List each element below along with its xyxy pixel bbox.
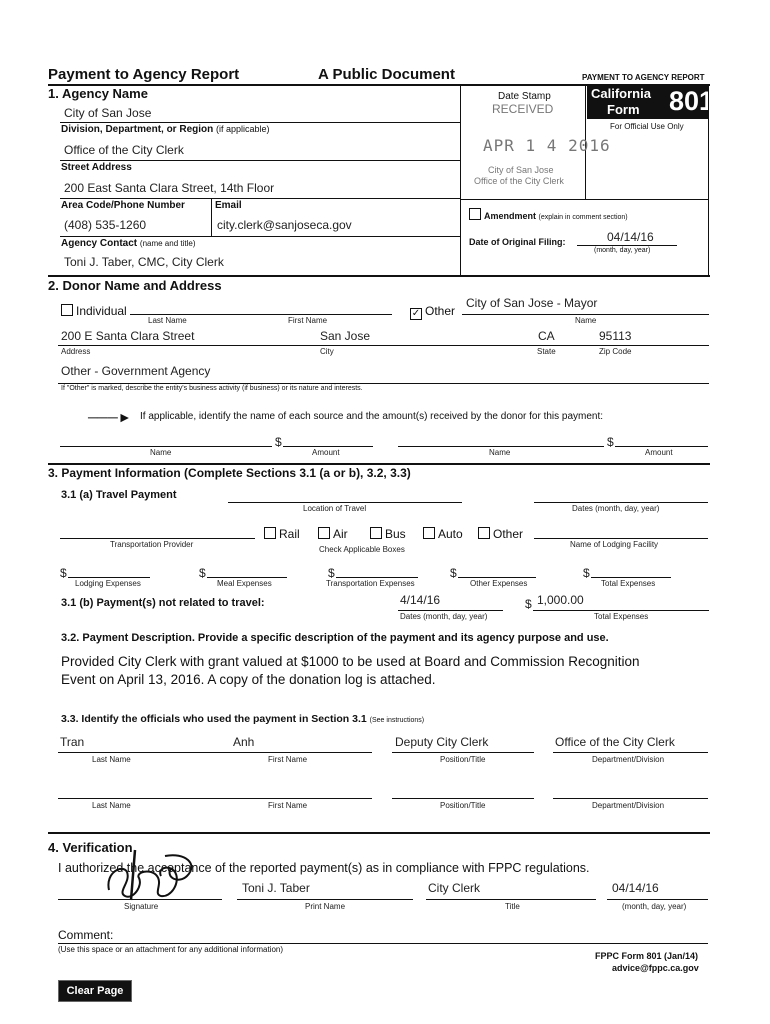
- official-first-value[interactable]: Anh: [233, 735, 255, 749]
- stamp-date: APR 1 4 2016: [483, 136, 611, 155]
- california-label: California: [591, 86, 651, 101]
- check-boxes-caption: Check Applicable Boxes: [319, 545, 405, 554]
- other-expenses-caption: Other Expenses: [470, 579, 528, 588]
- contact-value[interactable]: Toni J. Taber, CMC, City Clerk: [64, 255, 224, 269]
- non-travel-dates-caption: Dates (month, day, year): [400, 612, 488, 621]
- bus-option: Bus: [370, 527, 406, 541]
- email-label: Email: [215, 200, 242, 211]
- air-option: Air: [318, 527, 348, 541]
- transport-provider-caption: Transportation Provider: [110, 540, 194, 549]
- amendment-hint: (explain in comment section): [538, 214, 628, 221]
- date-stamp-label: Date Stamp: [498, 91, 551, 102]
- phone-value[interactable]: (408) 535-1260: [64, 218, 147, 232]
- street-value[interactable]: 200 East Santa Clara Street, 14th Floor: [64, 181, 275, 195]
- section2-title: 2. Donor Name and Address: [48, 278, 222, 293]
- verification-title-value[interactable]: City Clerk: [428, 881, 481, 895]
- dollar-transport: $: [328, 566, 335, 580]
- street-label: Street Address: [61, 162, 132, 173]
- description-line2[interactable]: Event on April 13, 2016. A copy of the donation log is attached.: [61, 672, 436, 687]
- contact-label: Agency Contact (name and title): [61, 238, 196, 249]
- original-filing-caption: (month, day, year): [594, 247, 651, 254]
- non-travel-amount-value[interactable]: 1,000.00: [537, 593, 584, 607]
- form-id: FPPC Form 801 (Jan/14): [595, 951, 699, 961]
- source-amount-caption-1: Amount: [312, 448, 340, 457]
- auto-checkbox[interactable]: [423, 527, 435, 539]
- name-caption: Name: [575, 316, 597, 325]
- print-name-caption: Print Name: [305, 902, 346, 911]
- top-right-label: PAYMENT TO AGENCY REPORT: [582, 73, 705, 82]
- arrow-right-icon: ───►: [88, 409, 132, 425]
- other-transport-option: Other: [478, 527, 523, 541]
- auto-option: Auto: [423, 527, 463, 541]
- rail-checkbox[interactable]: [264, 527, 276, 539]
- other-checkbox[interactable]: ✓: [411, 308, 421, 319]
- dollar-other: $: [450, 566, 457, 580]
- original-filing-value[interactable]: 04/14/16: [607, 230, 654, 244]
- clear-page-button[interactable]: Clear Page: [58, 980, 132, 1002]
- dollar-sign-2: $: [607, 435, 614, 449]
- city-caption: City: [320, 347, 334, 356]
- bus-checkbox[interactable]: [370, 527, 382, 539]
- comment-hint: (Use this space or an attachment for any additional information): [58, 945, 284, 954]
- source-name-caption-2: Name: [489, 448, 511, 457]
- dollar-sign-1: $: [275, 435, 282, 449]
- officials-title: 3.3. Identify the officials who used the payment in Section 3.1 (See instructions): [61, 713, 425, 725]
- verification-statement: I authorized the acceptance of the reported payment(s) as in compliance with FPPC regulations.: [58, 861, 590, 875]
- email-value[interactable]: city.clerk@sanjoseca.gov: [217, 218, 352, 232]
- amendment-checkbox[interactable]: [469, 208, 481, 220]
- last-name-caption-2: Last Name: [92, 801, 131, 810]
- public-document-label: A Public Document: [318, 66, 455, 83]
- source-amount-caption-2: Amount: [645, 448, 673, 457]
- signature-image: [95, 842, 210, 904]
- last-name-caption: Last Name: [148, 316, 187, 325]
- division-value[interactable]: Office of the City Clerk: [64, 143, 184, 157]
- state-value[interactable]: CA: [538, 329, 555, 343]
- dollar-meal: $: [199, 566, 206, 580]
- section3-title: 3. Payment Information (Complete Sections 3.1 (a or b), 3.2, 3.3): [48, 466, 411, 480]
- lodging-name-caption: Name of Lodging Facility: [570, 540, 659, 549]
- individual-label: Individual: [76, 304, 127, 318]
- source-name-caption-1: Name: [150, 448, 172, 457]
- stamp-line1: City of San Jose: [488, 165, 554, 175]
- california-form-badge: [587, 85, 715, 119]
- non-travel-total-caption: Total Expenses: [594, 612, 649, 621]
- zip-caption: Zip Code: [599, 347, 632, 356]
- phone-label: Area Code/Phone Number: [61, 200, 185, 211]
- state-caption: State: [537, 347, 556, 356]
- dept-caption-1: Department/Division: [592, 755, 665, 764]
- official-last-value[interactable]: Tran: [60, 735, 85, 749]
- first-name-caption: First Name: [288, 316, 328, 325]
- form-label: Form: [607, 102, 640, 117]
- dollar-non-travel: $: [525, 597, 532, 611]
- first-name-caption-2: First Name: [268, 801, 308, 810]
- stamp-line2: Office of the City Clerk: [474, 176, 564, 186]
- section1-title: 1. Agency Name: [48, 86, 148, 101]
- individual-option: [61, 304, 127, 318]
- lodging-expenses-caption: Lodging Expenses: [75, 579, 141, 588]
- address-value[interactable]: 200 E Santa Clara Street: [61, 329, 195, 343]
- division-label: Division, Department, or Region (if applicable): [61, 124, 270, 135]
- position-caption-2: Position/Title: [440, 801, 486, 810]
- original-filing-label: Date of Original Filing:: [469, 237, 566, 247]
- fppc-email: advice@fppc.ca.gov: [612, 963, 699, 973]
- date-caption: (month, day, year): [622, 902, 687, 911]
- official-use-label: For Official Use Only: [610, 122, 684, 131]
- air-checkbox[interactable]: [318, 527, 330, 539]
- form-title: Payment to Agency Report: [48, 66, 240, 83]
- dollar-lodging: $: [60, 566, 67, 580]
- city-value[interactable]: San Jose: [320, 329, 371, 343]
- meal-expenses-caption: Meal Expenses: [217, 579, 272, 588]
- position-caption-1: Position/Title: [440, 755, 486, 764]
- rail-option: Rail: [264, 527, 300, 541]
- address-caption: Address: [61, 347, 91, 356]
- individual-checkbox[interactable]: [61, 304, 73, 316]
- signature-caption: Signature: [124, 902, 159, 911]
- first-name-caption-1: First Name: [268, 755, 308, 764]
- total-expenses-caption: Total Expenses: [601, 579, 656, 588]
- location-caption: Location of Travel: [303, 504, 367, 513]
- agency-name-value[interactable]: City of San Jose: [64, 106, 152, 120]
- amendment-row: [469, 208, 628, 221]
- verification-date-value[interactable]: 04/14/16: [612, 881, 659, 895]
- last-name-caption-1: Last Name: [92, 755, 131, 764]
- other-label: Other: [425, 304, 456, 318]
- transport-expenses-caption: Transportation Expenses: [326, 579, 415, 588]
- non-travel-date-value[interactable]: 4/14/16: [400, 593, 441, 607]
- description-title: 3.2. Payment Description. Provide a specific description of the payment and its agency purpose and use.: [61, 632, 609, 644]
- zip-value[interactable]: 95113: [599, 329, 632, 343]
- section4-title: 4. Verification: [48, 840, 133, 855]
- stamp-received: RECEIVED: [492, 102, 554, 116]
- description-line1[interactable]: Provided City Clerk with grant valued at $1000 to be used at Board and Commission Recognition: [61, 654, 640, 669]
- official-dept-value[interactable]: Office of the City Clerk: [555, 735, 675, 749]
- print-name-value[interactable]: Toni J. Taber: [242, 881, 310, 895]
- comment-label: Comment:: [58, 928, 114, 942]
- official-position-value[interactable]: Deputy City Clerk: [395, 735, 489, 749]
- amendment-label: Amendment: [484, 211, 537, 221]
- travel-dates-caption: Dates (month, day, year): [572, 504, 660, 513]
- business-activity-caption: If "Other" is marked, describe the entity's business activity (if business) or its nature and interests.: [61, 385, 363, 392]
- dollar-total: $: [583, 566, 590, 580]
- other-option: [410, 304, 455, 320]
- donor-name-value[interactable]: City of San Jose - Mayor: [466, 296, 598, 310]
- non-travel-title: 3.1 (b) Payment(s) not related to travel:: [61, 597, 265, 609]
- travel-payment-title: 3.1 (a) Travel Payment: [61, 489, 177, 501]
- business-activity-value[interactable]: Other - Government Agency: [61, 364, 211, 378]
- dept-caption-2: Department/Division: [592, 801, 665, 810]
- form-number: 801: [669, 86, 715, 116]
- title-caption: Title: [505, 902, 520, 911]
- other-transport-checkbox[interactable]: [478, 527, 490, 539]
- source-instruction: If applicable, identify the name of each source and the amount(s) received by the donor for this payment:: [140, 411, 604, 422]
